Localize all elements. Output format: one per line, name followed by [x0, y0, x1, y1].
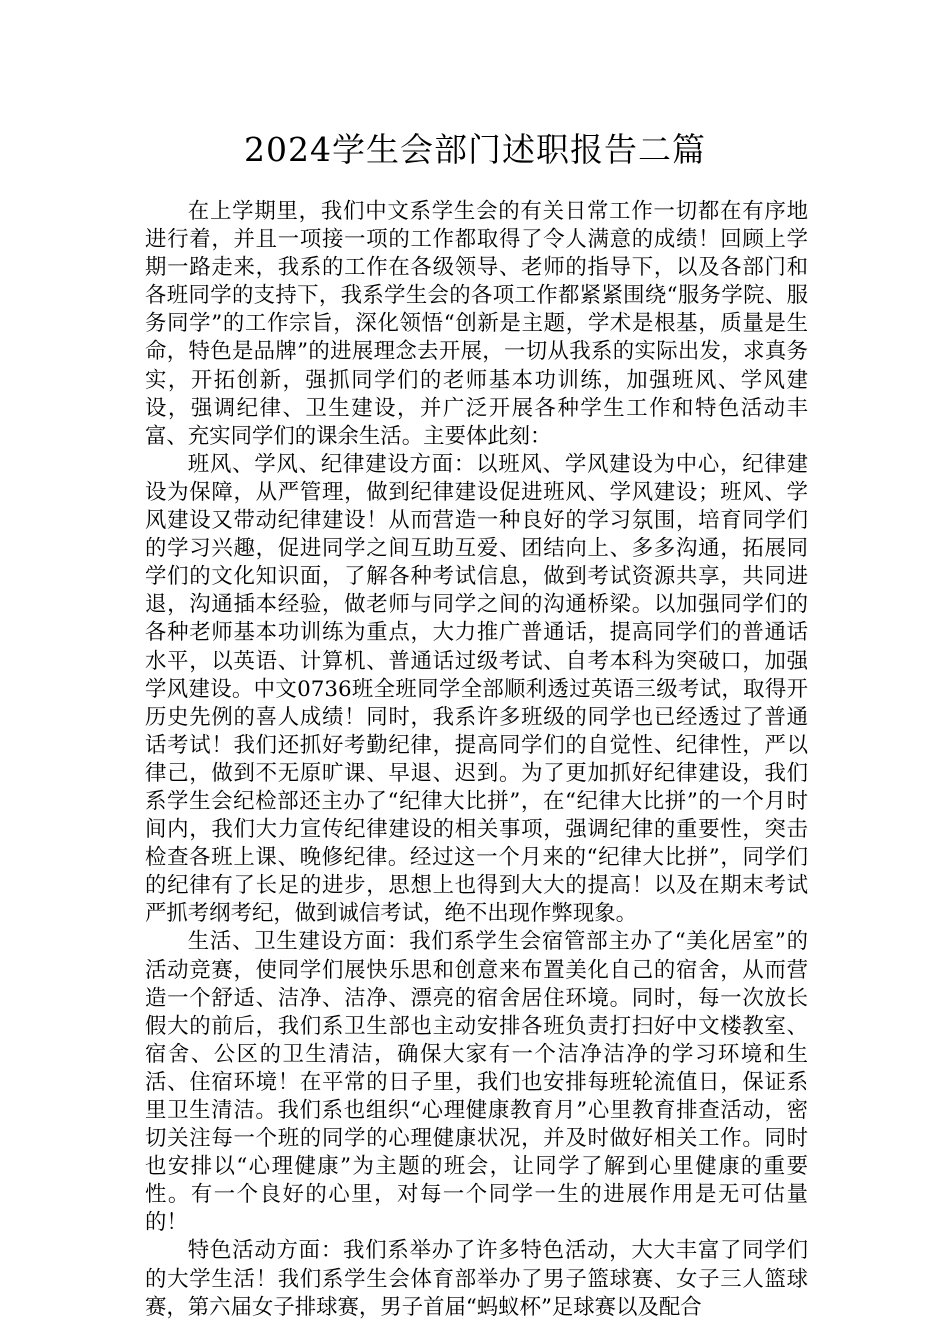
paragraph-intro: 在上学期里，我们中文系学生会的有关日常工作一切都在有序地进行着，并且一项接一项的工作都取得了令人满意的成绩！回顾上学期一路走来，我系的工作在各级领导、老师的指导下，以及各部门和各班同学的支持下，我系学生会的各项工作都紧紧围绕“服务学院、服务同学”的工作宗旨，深化领悟“创新是主题，学术是根基，质量是生命，特色是品牌”的进展理念去开展，一切从我系的实际出发，求真务实，开拓创新，强抓同学们的老师基本功训练，加强班风、学风建设，强调纪律、卫生建设，并广泛开展各种学生工作和特色活动丰富、充实同学们的课余生活。主要体此刻：: [145, 199, 808, 449]
paragraph-activities: 特色活动方面：我们系举办了许多特色活动，大大丰富了同学们的大学生活！我们系学生会体育部举办了男子篮球赛、女子三人篮球赛，第六届女子排球赛，男子首届“蚂蚁杯”足球赛以及配合: [145, 1238, 808, 1320]
paragraph-hygiene: 生活、卫生建设方面：我们系学生会宿管部主办了“美化居室”的活动竞赛，使同学们展快乐思和创意来布置美化自己的宿舍，从而营造一个舒适、洁净、洁净、漂亮的宿舍居住环境。同时，每一次放长假大的前后，我们系卫生部也主动安排各班负责打扫好中文楼教室、宿舍、公区的卫生清洁，确保大家有一个洁净洁净的学习环境和生活、住宿环境！在平常的日子里，我们也安排每班轮流值日，保证系里卫生清洁。我们系也组织“心理健康教育月”心里教育排查活动，密切关注每一个班的同学的心理健康状况，并及时做好相关工作。同时也安排以“心理健康”为主题的班会，让同学了解到心里健康的重要性。有一个良好的心里，对每一个同学一生的进展作用是无可估量的！: [145, 929, 808, 1236]
document-title: 2024学生会部门述职报告二篇: [244, 130, 706, 169]
document-body: [145, 198, 808, 1322]
paragraph-discipline: 班风、学风、纪律建设方面：以班风、学风建设为中心，纪律建设为保障，从严管理，做到纪律建设促进班风、学风建设；班风、学风建设又带动纪律建设！从而营造一种良好的学习氛围，培育同学们的学习兴趣，促进同学之间互助互爱、团结向上、多多沟通，拓展同学们的文化知识面，了解各种考试信息，做到考试资源共享，共同进退，沟通插本经验，做老师与同学之间的沟通桥梁。以加强同学们的各种老师基本功训练为重点，大力推广普通话，提高同学们的普通话水平，以英语、计算机、普通话过级考试、自考本科为突破口，加强学风建设。中文0736班全班同学全部顺利透过英语三级考试，取得开历史先例的喜人成绩！同时，我系许多班级的同学也已经透过了普通话考试！我们还抓好考勤纪律，提高同学们的自觉性、纪律性，严以律己，做到不无原旷课、早退、迟到。为了更加抓好纪律建设，我们系学生会纪检部还主办了“纪律大比拼”，在“纪律大比拼”的一个月时间内，我们大力宣传纪律建设的相关事项，强调纪律的重要性，突击检查各班上课、晚修纪律。经过这一个月来的“纪律大比拼”，同学们的纪律有了长足的进步，思想上也得到大大的提高！以及在期末考试严抓考纲考纪，做到诚信考试，绝不出现作弊现象。: [145, 451, 808, 927]
